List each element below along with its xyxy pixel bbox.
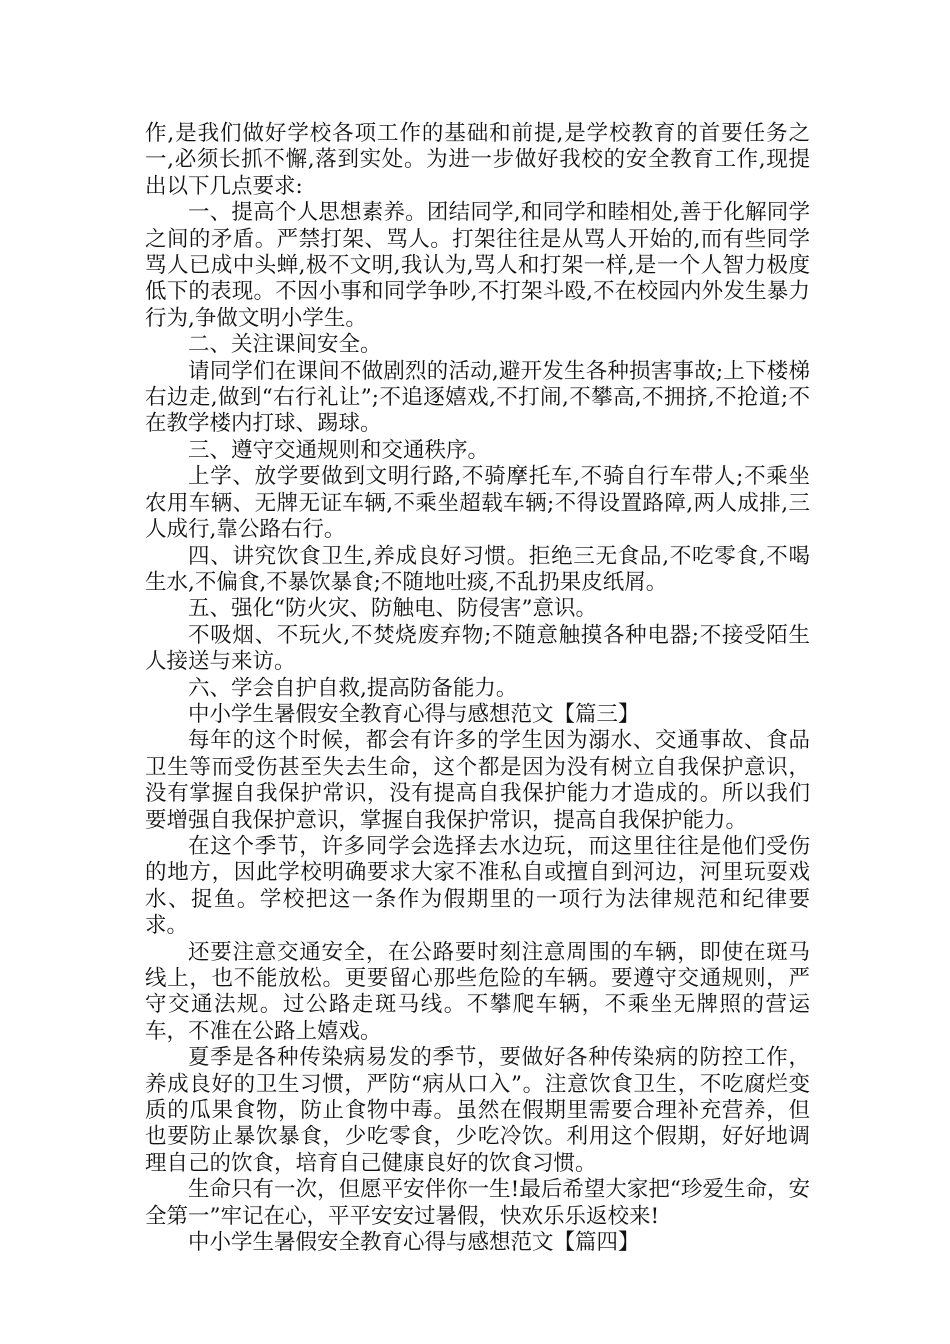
paragraph-point-4: 四、讲究饮食卫生,养成良好习惯。拒绝三无食品,不吃零食,不喝生水,不偏食,不暴饮暴食;不随地吐痰,不乱扔果皮纸屑。 — [145, 543, 810, 595]
paragraph-part3-5: 生命只有一次，但愿平安伴你一生!最后希望大家把“珍爱生命，安全第一”牢记在心，平平安安过暑假，快欢乐乐返校来! — [145, 1177, 810, 1229]
section-title-part-3: 中小学生暑假安全教育心得与感想范文【篇三】 — [188, 701, 640, 727]
paragraph-heading-5: 五、强化“防火灾、防触电、防侵害”意识。 — [188, 596, 597, 622]
paragraph-point-1: 一、提高个人思想素养。团结同学,和同学和睦相处,善于化解同学之间的矛盾。严禁打架、骂人。打架往往是从骂人开始的,而有些同学骂人已成中头蝉,极不文明,我认为,骂人和打架一样,是一个人智力极度低下的表现。不因小事和同学争吵,不打架斗殴,不在校园内外发生暴力行为,争做文明小学生。 — [145, 200, 810, 331]
document-body — [145, 121, 810, 1256]
paragraph-part3-4: 夏季是各种传染病易发的季节，要做好各种传染病的防控工作，养成良好的卫生习惯，严防“病从口入”。注意饮食卫生，不吃腐烂变质的瓜果食物，防止食物中毒。虽然在假期里需要合理补充营养，但也要防止暴饮暴食，少吃零食，少吃冷饮。利用这个假期，好好地调理自己的饮食，培育自己健康良好的饮食习惯。 — [145, 1045, 810, 1176]
paragraph-intro: 作,是我们做好学校各项工作的基础和前提,是学校教育的首要任务之一,必须长抓不懈,落到实处。为进一步做好我校的安全教育工作,现提出以下几点要求: — [145, 121, 810, 199]
paragraph-heading-6: 六、学会自护自救,提高防备能力。 — [188, 675, 518, 701]
paragraph-part3-1: 每年的这个时候，都会有许多的学生因为溺水、交通事故、食品卫生等而受伤甚至失去生命，这个都是因为没有树立自我保护意识，没有掌握自我保护常识，没有提高自我保护能力才造成的。所以我们要增强自我保护意识，掌握自我保护常识，提高自我保护能力。 — [145, 728, 810, 833]
paragraph-point-5: 不吸烟、不玩火,不焚烧废弃物;不随意触摸各种电器;不接受陌生人接送与来访。 — [145, 622, 810, 675]
paragraph-heading-3: 三、遵守交通规则和交通秩序。 — [188, 437, 490, 463]
paragraph-part3-3: 还要注意交通安全，在公路要时刻注意周围的车辆，即使在斑马线上，也不能放松。更要留心那些危险的车辆。要遵守交通规则，严守交通法规。过公路走斑马线。不攀爬车辆，不乘坐无牌照的营运车，不准在公路上嬉戏。 — [145, 939, 810, 1044]
paragraph-point-2: 请同学们在课间不做剧烈的活动,避开发生各种损害事故;上下楼梯右边走,做到“右行礼让”;不追逐嬉戏,不打闹,不攀高,不拥挤,不抢道;不在教学楼内打球、踢球。 — [145, 358, 810, 437]
paragraph-heading-2: 二、关注课间安全。 — [188, 332, 382, 358]
paragraph-part3-2: 在这个季节，许多同学会选择去水边玩，而这里往往是他们受伤的地方，因此学校明确要求大家不准私自或擅自到河边，河里玩耍戏水、捉鱼。学校把这一条作为假期里的一项行为法律规范和纪律要求。 — [145, 833, 810, 939]
section-title-part-4: 中小学生暑假安全教育心得与感想范文【篇四】 — [188, 1230, 640, 1256]
paragraph-point-3: 上学、放学要做到文明行路,不骑摩托车,不骑自行车带人;不乘坐农用车辆、无牌无证车辆,不乘坐超载车辆;不得设置路障,两人成排,三人成行,靠公路右行。 — [145, 464, 810, 543]
